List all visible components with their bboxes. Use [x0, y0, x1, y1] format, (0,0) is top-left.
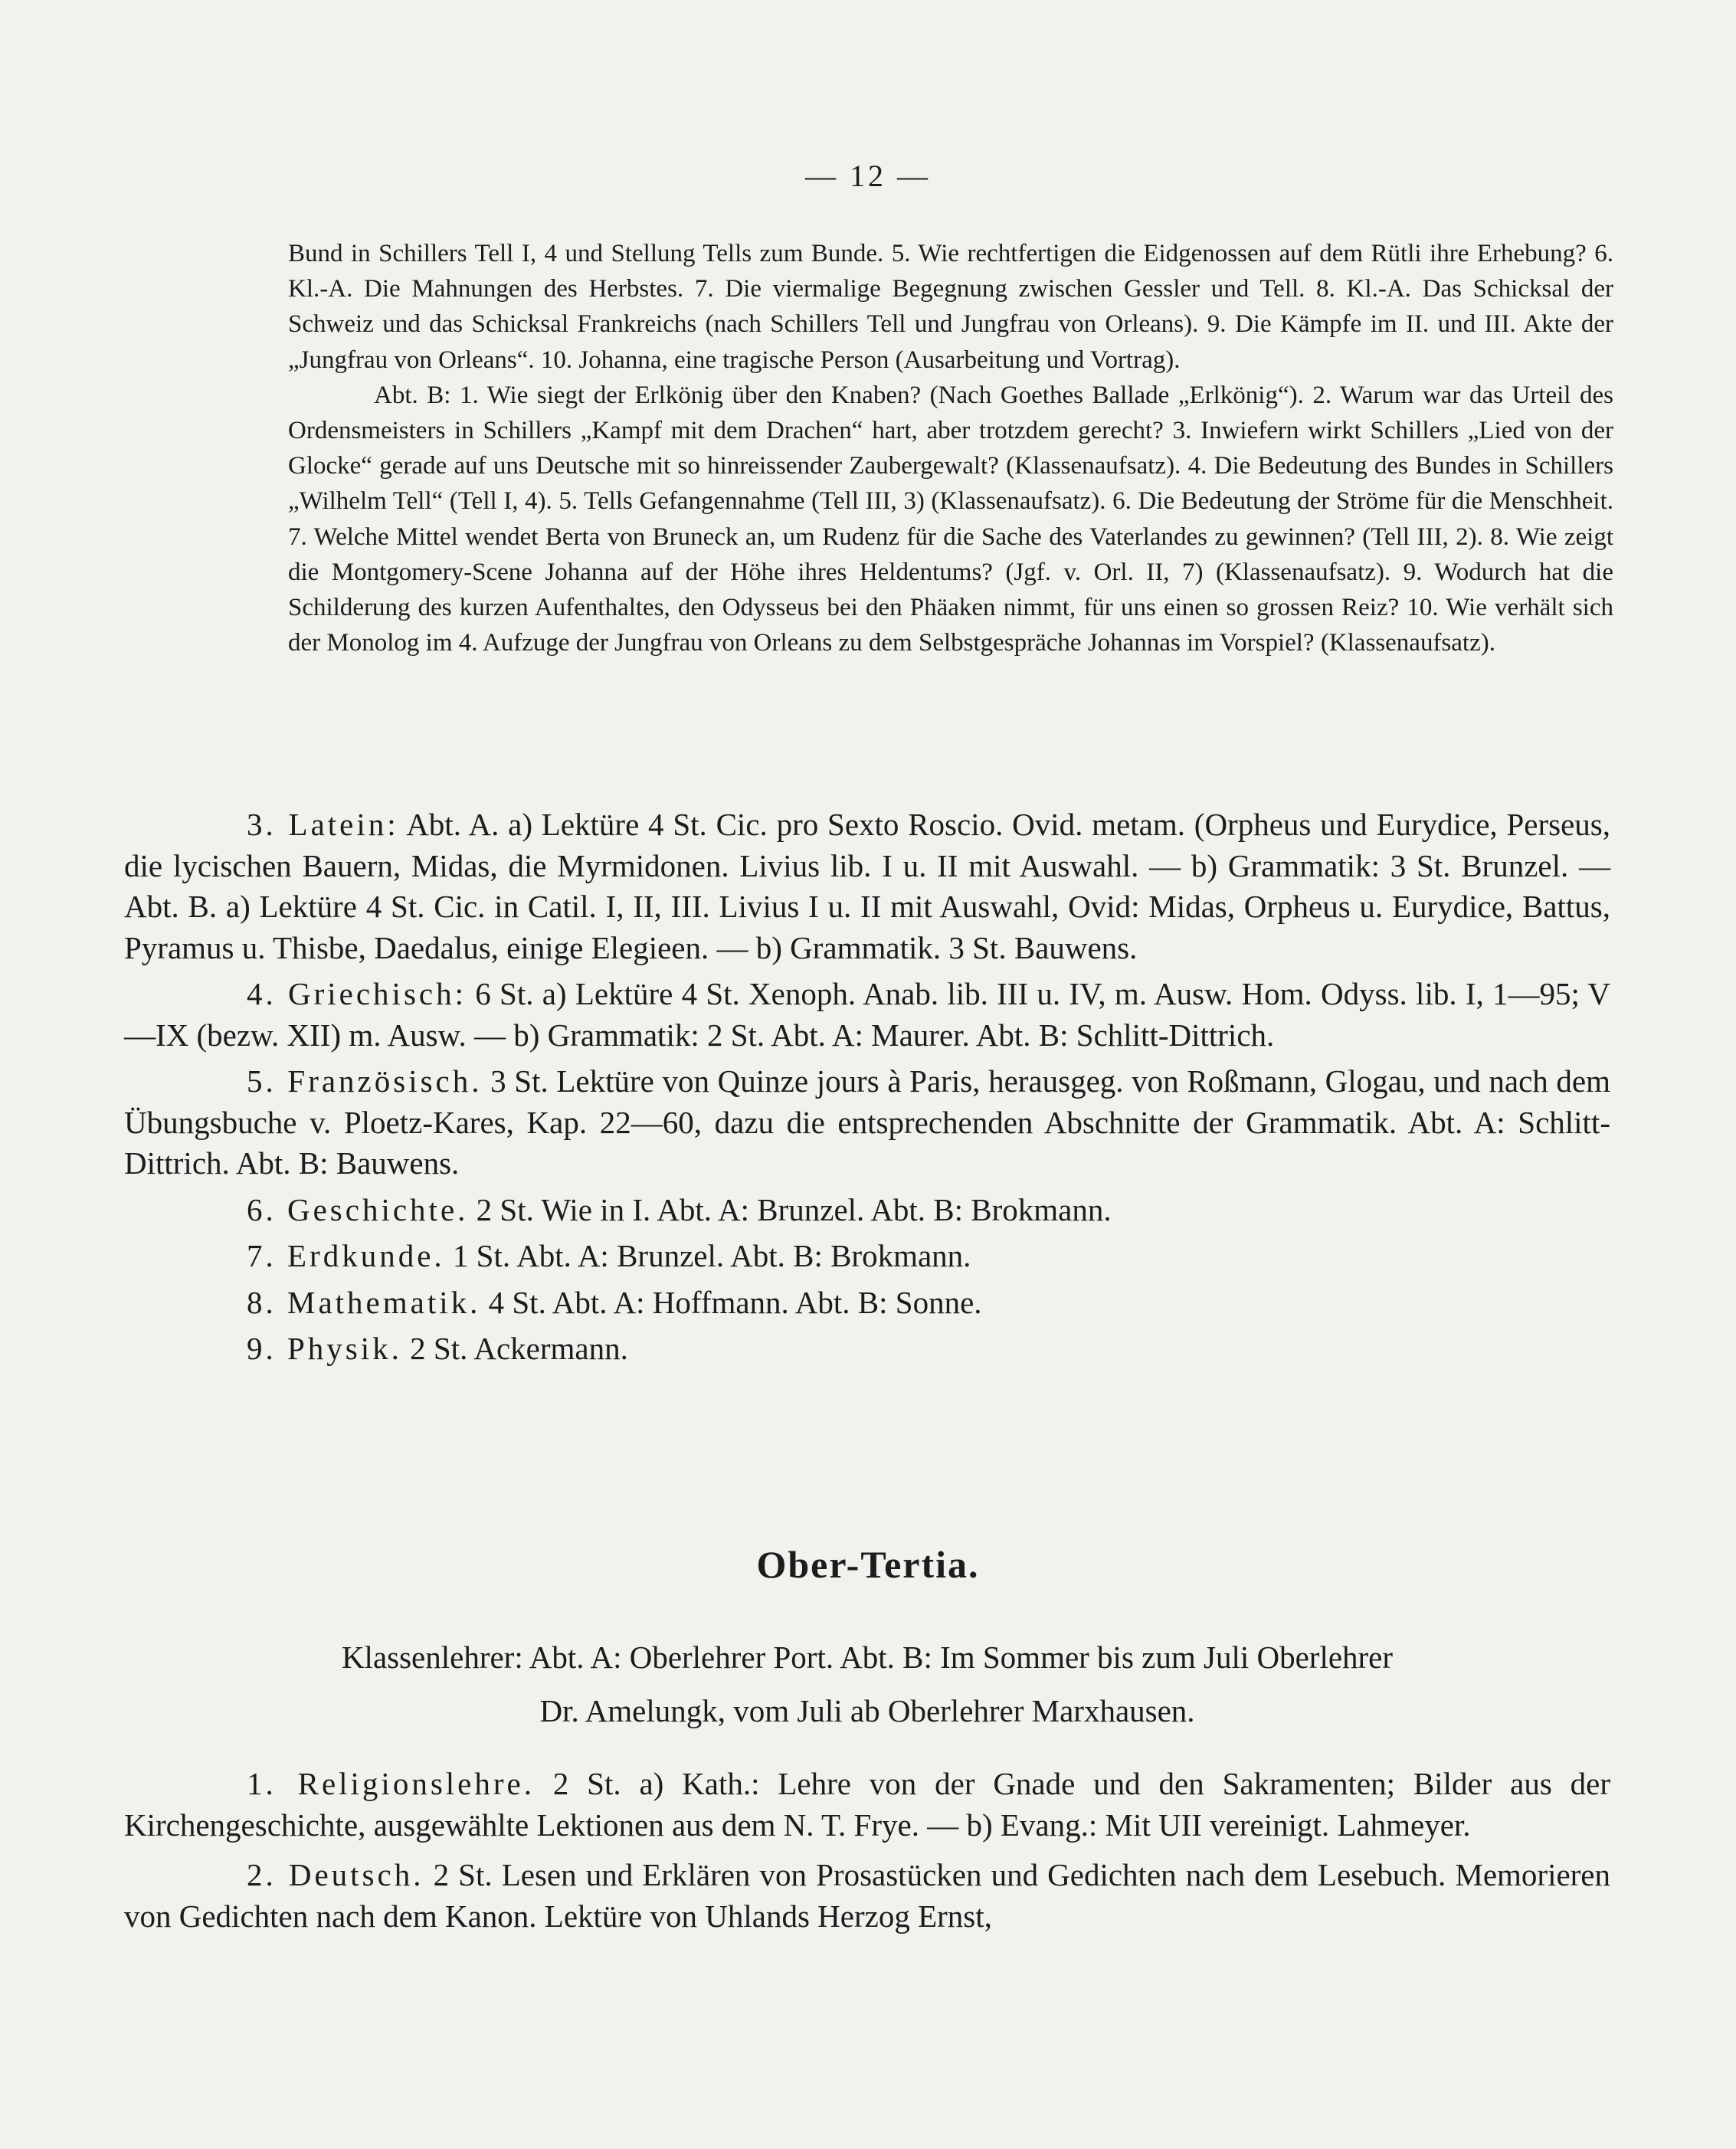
klassenlehrer-line-2: Dr. Amelungk, vom Juli ab Oberlehrer Marxhausen.	[539, 1693, 1195, 1728]
subject-text: Abt. A. a) Lektüre 4 St. Cic. pro Sexto Roscio. Ovid. metam. (Orpheus und Eurydice, Perseus, die lycischen Bauern, Midas, die Myrmidonen. Livius lib. I u. II mit Auswahl. — b) Grammatik: 3 St. Brunzel. — Abt. B. a) Lektüre 4 St. Cic. in Catil. I, II, III. Livius I u. II mit Auswahl, Ovid: Midas, Orpheus u. Eurydice, Battus, Pyramus u. Thisbe, Daedalus, einige Elegieen. — b) Grammatik. 3 St. Bauwens.	[124, 807, 1610, 965]
subject-geschichte	[124, 1190, 1610, 1231]
unter-sekunda-subjects	[124, 804, 1610, 1375]
subject-physik	[124, 1328, 1610, 1370]
ober-tertia-subjects	[124, 1764, 1610, 1946]
subject-label: 9. Physik.	[247, 1331, 402, 1366]
subject-text: 2 St. Ackermann.	[410, 1331, 628, 1366]
subject-label: 5. Französisch.	[247, 1063, 483, 1099]
essay-topics-block	[288, 236, 1613, 660]
subject-deutsch	[124, 1855, 1610, 1937]
essay-topics-b: Abt. B: 1. Wie siegt der Erlkönig über den Knaben? (Nach Goethes Ballade „Erlkönig“). 2. Warum war das Urteil des Ordensmeisters in Schillers „Kampf mit dem Drachen“ hart, aber trotzdem gerecht? 3. Inwiefern wirkt Schillers „Lied von der Glocke“ gerade auf uns Deutsche mit so hinreissender Zaubergewalt? (Klassenaufsatz). 4. Die Bedeutung des Bundes in Schillers „Wilhelm Tell“ (Tell I, 4). 5. Tells Gefangennahme (Tell III, 3) (Klassenaufsatz). 6. Die Bedeutung der Ströme für die Menschheit. 7. Welche Mittel wendet Berta von Bruneck an, um Rudenz für die Sache des Vaterlandes zu gewinnen? (Tell III, 2). 8. Wie zeigt die Montgomery-Scene Johanna auf der Höhe ihres Heldentums? (Jgf. v. Orl. II, 7) (Klassenaufsatz). 9. Wodurch hat die Schilderung des kurzen Aufenthaltes, den Odysseus bei den Phäaken nimmt, für uns einen so grossen Reiz? 10. Wie verhält sich der Monolog im 4. Aufzuge der Jungfrau von Orleans zu dem Selbstgespräche Johannas im Vorspiel? (Klassenaufsatz).	[288, 381, 1613, 657]
subject-label: 3. Latein:	[247, 807, 399, 842]
subject-text: 1 St. Abt. A: Brunzel. Abt. B: Brokmann.	[452, 1238, 971, 1273]
subject-mathematik	[124, 1283, 1610, 1324]
subject-text: 2 St. a) Kath.: Lehre von der Gnade und den Sakramenten; Bilder aus der Kirchengeschichte, ausgewählte Lektionen aus dem N. T. Frye. — b) Evang.: Mit UII vereinigt. Lahmeyer.	[124, 1766, 1611, 1843]
subject-text: 3 St. Lektüre von Quinze jours à Paris, herausgeg. von Roßmann, Glogau, und nach dem Übungsbuche v. Ploetz-Kares, Kap. 22—60, dazu die entsprechenden Abschnitte der Grammatik. Abt. A: Schlitt-Dittrich. Abt. B: Bauwens.	[124, 1063, 1611, 1181]
page-number: — 12 —	[805, 159, 931, 193]
subject-label: 4. Griechisch:	[247, 976, 467, 1011]
subject-label: 7. Erdkunde.	[247, 1238, 445, 1273]
subject-text: 6 St. a) Lektüre 4 St. Xenoph. Anab. lib. III u. IV, m. Ausw. Hom. Odyss. lib. I, 1—95; V—IX (bezw. XII) m. Ausw. — b) Grammatik: 2 St. Abt. A: Maurer. Abt. B: Schlitt-Dittrich.	[124, 976, 1611, 1053]
essay-topics-a-continued: Bund in Schillers Tell I, 4 und Stellung Tells zum Bunde. 5. Wie rechtfertigen die Eidgenossen auf dem Rütli ihre Erhebung? 6. Kl.-A. Die Mahnungen des Herbstes. 7. Die viermalige Begegnung zwischen Gessler und Tell. 8. Kl.-A. Das Schicksal der Schweiz und das Schicksal Frankreichs (nach Schillers Tell und Jungfrau von Orleans). 9. Die Kämpfe im II. und III. Akte der „Jungfrau von Orleans“. 10. Johanna, eine tragische Person (Ausarbeitung und Vortrag).	[288, 240, 1613, 374]
subject-label: 6. Geschichte.	[247, 1191, 469, 1227]
subject-latein	[124, 804, 1610, 968]
subject-erdkunde	[124, 1236, 1610, 1277]
subject-religionslehre	[124, 1764, 1610, 1846]
subject-text: 2 St. Lesen und Erklären von Prosastücken und Gedichten nach dem Lesebuch. Memorieren von Gedichten nach dem Kanon. Lektüre von Uhlands Herzog Ernst,	[124, 1857, 1611, 1934]
subject-text: 4 St. Abt. A: Hoffmann. Abt. B: Sonne.	[488, 1284, 982, 1320]
subject-label: 1. Religionslehre.	[247, 1766, 535, 1801]
subject-text: 2 St. Wie in I. Abt. A: Brunzel. Abt. B: Brokmann.	[476, 1191, 1112, 1227]
subject-franzoesisch	[124, 1061, 1610, 1184]
section-heading: Ober-Tertia.	[756, 1543, 980, 1586]
klassenlehrer-line-1: Klassenlehrer: Abt. A: Oberlehrer Port. Abt. B: Im Sommer bis zum Juli Oberlehrer	[341, 1640, 1394, 1675]
klassenlehrer-block	[124, 1630, 1610, 1738]
subject-label: 8. Mathematik.	[247, 1284, 481, 1320]
subject-label: 2. Deutsch.	[247, 1857, 424, 1892]
subject-griechisch	[124, 974, 1610, 1056]
